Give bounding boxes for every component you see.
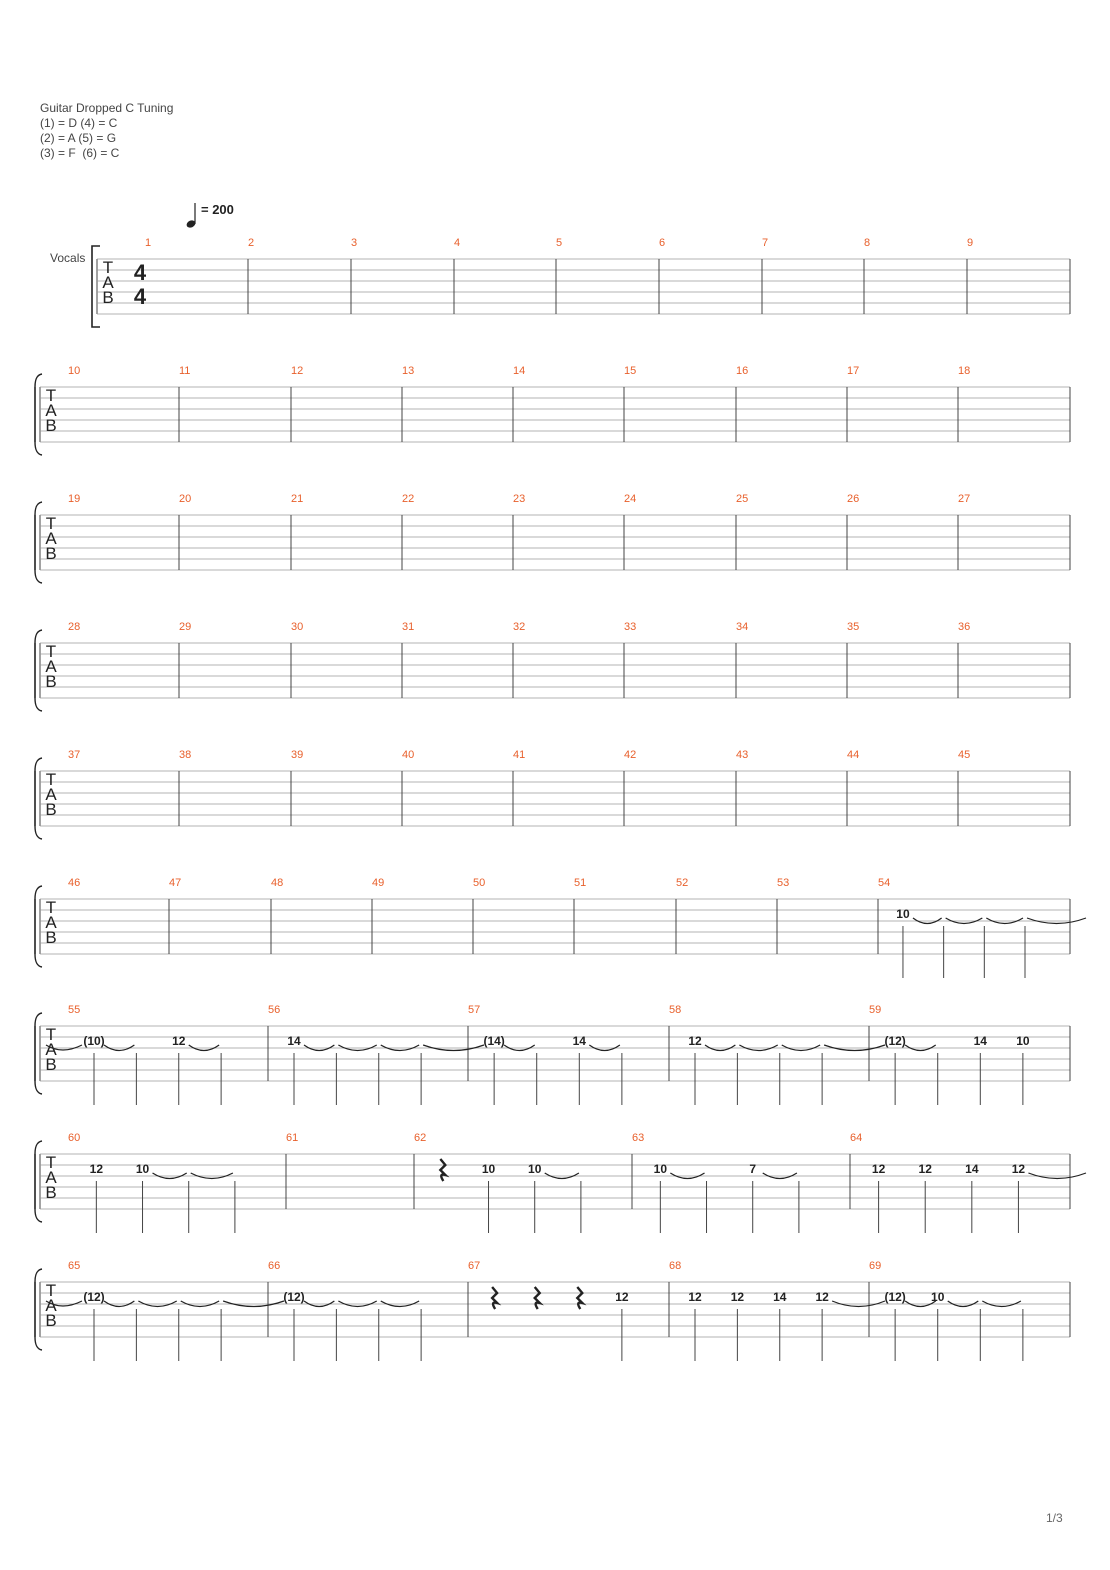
measure-number: 32 [513, 621, 526, 633]
tab-clef-letter: T [45, 514, 57, 533]
tab-clef-letter: B [45, 416, 57, 435]
tab-clef-letter: B [45, 544, 57, 563]
measure-number: 36 [958, 621, 971, 633]
tab-clef-letter: B [45, 1055, 57, 1074]
tab-clef-letter: B [102, 288, 114, 307]
measure-number: 65 [68, 1260, 81, 1272]
tab-clef-letter: T [45, 1281, 57, 1300]
fret-number: 12 [871, 1162, 886, 1176]
measure-number: 16 [736, 365, 749, 377]
measure-number: 57 [468, 1004, 481, 1016]
tab-clef-letter: B [45, 800, 57, 819]
measure-number: 20 [179, 493, 192, 505]
fret-number: 12 [1011, 1162, 1026, 1176]
measure-number: 12 [291, 365, 304, 377]
measure-number: 49 [372, 877, 385, 889]
system-bracket [35, 698, 42, 711]
fret-number: (12) [283, 1290, 305, 1304]
measure-number: 58 [669, 1004, 682, 1016]
measure-number: 25 [736, 493, 749, 505]
measure-number: 63 [632, 1132, 645, 1144]
system-bracket [35, 758, 42, 771]
measure-number: 37 [68, 749, 81, 761]
tab-clef-letter: A [102, 273, 114, 292]
measure-number: 10 [68, 365, 81, 377]
system-bracket [35, 954, 42, 967]
measure-number: 67 [468, 1260, 481, 1272]
tempo-text: = 200 [201, 202, 234, 217]
system-bracket [35, 502, 42, 515]
measure-number: 43 [736, 749, 749, 761]
tab-clef-letter: A [45, 657, 57, 676]
fret-number: 14 [287, 1034, 301, 1048]
fret-number: (10) [83, 1034, 105, 1048]
measure-number: 64 [850, 1132, 863, 1144]
measure-number: 22 [402, 493, 415, 505]
measure-number: 17 [847, 365, 860, 377]
fret-number: (12) [83, 1290, 105, 1304]
measure-number: 66 [268, 1260, 281, 1272]
measure-number: 50 [473, 877, 486, 889]
measure-number: 45 [958, 749, 971, 761]
track-name: Vocals [50, 251, 86, 265]
measure-number: 69 [869, 1260, 882, 1272]
measure-number: 41 [513, 749, 526, 761]
fret-number: 10 [653, 1162, 668, 1176]
measure-number: 34 [736, 621, 749, 633]
tab-clef-letter: A [45, 529, 57, 548]
system-bracket [92, 246, 100, 327]
staff-system [35, 749, 1070, 839]
measure-number: 30 [291, 621, 304, 633]
system-bracket [35, 1081, 42, 1094]
tab-clef-letter: T [45, 1153, 57, 1172]
measure-number: 2 [248, 237, 255, 249]
tab-clef-letter: A [45, 913, 57, 932]
system-bracket [35, 826, 42, 839]
measure-number: 59 [869, 1004, 882, 1016]
quarter-rest-icon [492, 1287, 497, 1309]
tab-clef-letter: T [45, 1025, 57, 1044]
time-signature-denominator: 4 [133, 284, 147, 309]
measure-number: 61 [286, 1132, 299, 1144]
measure-number: 40 [402, 749, 415, 761]
fret-number: 12 [89, 1162, 104, 1176]
tab-clef-letter: B [45, 1183, 57, 1202]
fret-number: 12 [815, 1290, 829, 1304]
tuning-title: Guitar Dropped C Tuning [40, 101, 174, 115]
time-signature-numerator: 4 [133, 260, 147, 285]
fret-number: 12 [688, 1034, 702, 1048]
measure-number: 33 [624, 621, 637, 633]
tab-clef-letter: A [45, 1296, 57, 1315]
tab-clef-letter: T [45, 642, 57, 661]
system-bracket [35, 442, 42, 455]
measure-number: 56 [268, 1004, 281, 1016]
staff-system [35, 621, 1070, 711]
fret-number: (12) [884, 1290, 906, 1304]
fret-number: 10 [481, 1162, 496, 1176]
fret-number: 10 [135, 1162, 150, 1176]
fret-number: 12 [172, 1034, 186, 1048]
measure-number: 48 [271, 877, 284, 889]
fret-number: 14 [965, 1162, 979, 1176]
measure-number: 46 [68, 877, 81, 889]
page-number: 1/3 [1046, 1511, 1063, 1525]
fret-number: 10 [528, 1162, 542, 1176]
staff-system [35, 1260, 1070, 1361]
staff-system [35, 1004, 1070, 1105]
measure-number: 38 [179, 749, 192, 761]
tab-clef-letter: A [45, 401, 57, 420]
system-bracket [35, 886, 42, 899]
tab-clef-letter: T [45, 386, 57, 405]
fret-number: (12) [884, 1034, 906, 1048]
fret-number: 12 [730, 1290, 745, 1304]
tab-clef-letter: A [45, 1168, 57, 1187]
staff-system [35, 365, 1070, 455]
fret-number: 14 [973, 1034, 987, 1048]
fret-number: 12 [918, 1162, 932, 1176]
fret-number: 7 [749, 1162, 757, 1176]
fret-number: 10 [896, 907, 910, 921]
fret-number: 12 [615, 1290, 629, 1304]
measure-number: 8 [864, 237, 871, 249]
measure-number: 14 [513, 365, 526, 377]
staff-system [35, 877, 1086, 978]
system-bracket [35, 1013, 42, 1026]
measure-number: 62 [414, 1132, 427, 1144]
measure-number: 51 [574, 877, 587, 889]
measure-number: 5 [556, 237, 563, 249]
measure-number: 26 [847, 493, 860, 505]
measure-number: 6 [659, 237, 666, 249]
quarter-rest-icon [440, 1159, 445, 1181]
measure-number: 44 [847, 749, 860, 761]
measure-number: 15 [624, 365, 637, 377]
system-bracket [35, 374, 42, 387]
tempo-marking [185, 202, 234, 229]
system-bracket [35, 1269, 42, 1282]
tab-clef-letter: A [45, 785, 57, 804]
quarter-rest-icon [535, 1287, 540, 1309]
staff-system [35, 493, 1070, 583]
fret-number: 10 [931, 1290, 945, 1304]
measure-number: 53 [777, 877, 790, 889]
measure-number: 21 [291, 493, 304, 505]
tab-clef-letter: T [45, 770, 57, 789]
tab-clef-letter: A [45, 1040, 57, 1059]
measure-number: 19 [68, 493, 81, 505]
measure-number: 55 [68, 1004, 81, 1016]
measure-number: 35 [847, 621, 860, 633]
staff-system [35, 1132, 1086, 1233]
tab-clef-letter: B [45, 928, 57, 947]
system-bracket [35, 1209, 42, 1222]
measure-number: 3 [351, 237, 358, 249]
measure-number: 1 [145, 237, 152, 249]
fret-number: 10 [1016, 1034, 1030, 1048]
measure-number: 60 [68, 1132, 81, 1144]
quarter-rest-icon [577, 1287, 582, 1309]
measure-number: 39 [291, 749, 304, 761]
system-bracket [35, 570, 42, 583]
measure-number: 31 [402, 621, 415, 633]
fret-number: 14 [773, 1290, 787, 1304]
measure-number: 23 [513, 493, 526, 505]
staff-system [92, 237, 1070, 327]
measure-number: 9 [967, 237, 974, 249]
measure-number: 54 [878, 877, 891, 889]
measure-number: 28 [68, 621, 81, 633]
tuning-line: (1) = D (4) = C [40, 116, 118, 130]
measure-number: 11 [179, 365, 191, 377]
fret-number: (14) [483, 1034, 505, 1048]
system-bracket [35, 1337, 42, 1350]
measure-number: 18 [958, 365, 971, 377]
system-bracket [35, 1141, 42, 1154]
tuning-line: (3) = F (6) = C [40, 146, 120, 160]
measure-number: 24 [624, 493, 637, 505]
measure-number: 68 [669, 1260, 682, 1272]
fret-number: 12 [688, 1290, 702, 1304]
tab-clef-letter: B [45, 672, 57, 691]
measure-number: 47 [169, 877, 182, 889]
measure-number: 7 [762, 237, 769, 249]
tab-clef-letter: T [45, 898, 57, 917]
measure-number: 4 [454, 237, 461, 249]
tab-clef-letter: T [102, 258, 114, 277]
measure-number: 42 [624, 749, 637, 761]
system-bracket [35, 630, 42, 643]
measure-number: 13 [402, 365, 415, 377]
tab-clef-letter: B [45, 1311, 57, 1330]
measure-number: 27 [958, 493, 971, 505]
tuning-line: (2) = A (5) = G [40, 131, 117, 145]
measure-number: 52 [676, 877, 689, 889]
measure-number: 29 [179, 621, 192, 633]
fret-number: 14 [572, 1034, 586, 1048]
